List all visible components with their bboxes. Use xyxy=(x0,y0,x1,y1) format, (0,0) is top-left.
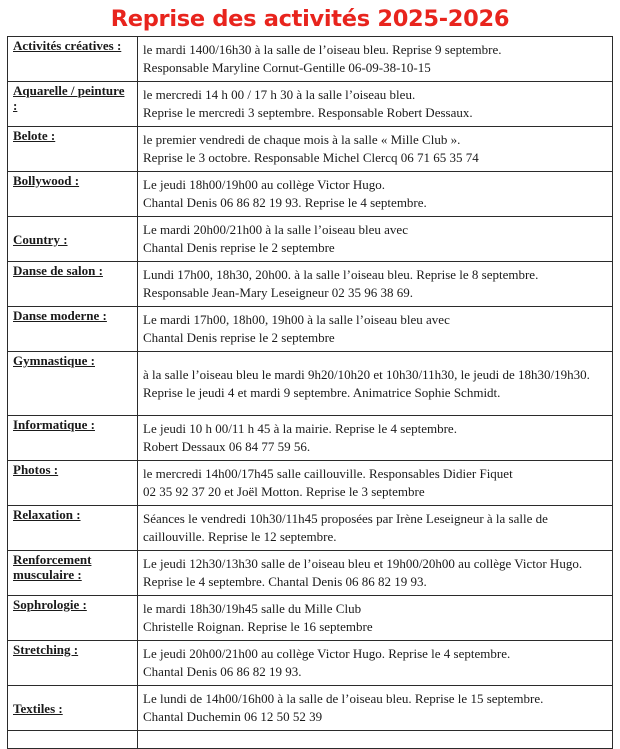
activity-details xyxy=(138,352,613,416)
table-row xyxy=(8,127,613,172)
details-line: le mercredi 14h00/17h45 salle caillouville. Responsables Didier Fiquet xyxy=(143,466,513,481)
table-row xyxy=(8,596,613,641)
activity-details xyxy=(138,506,613,551)
activity-details xyxy=(138,217,613,262)
details-line: Reprise le jeudi 4 et mardi 9 septembre. Animatrice Sophie Schmidt. xyxy=(143,384,501,400)
table-row xyxy=(8,731,613,749)
page-title: Reprise des activités 2025-2026 xyxy=(110,6,510,32)
details-line: Reprise le 3 octobre. Responsable Michel Clercq 06 71 65 35 74 xyxy=(143,150,479,165)
details-line: le mardi 1400/16h30 à la salle de l’oiseau bleu. Reprise 9 septembre. xyxy=(143,42,502,57)
table-row xyxy=(8,217,613,262)
table-row xyxy=(8,307,613,352)
activity-name: Textiles : xyxy=(8,686,138,731)
activity-details xyxy=(138,172,613,217)
activity-details xyxy=(138,37,613,82)
activity-details xyxy=(138,461,613,506)
details-line: Le jeudi 20h00/21h00 au collège Victor Hugo. Reprise le 4 septembre. xyxy=(143,646,511,661)
activity-name: Aquarelle / peinture : xyxy=(8,82,138,127)
activity-name: Sophrologie : xyxy=(8,596,138,641)
activities-table xyxy=(7,36,613,749)
details-line: Chantal Denis reprise le 2 septembre xyxy=(143,240,335,255)
details-line: Chantal Denis reprise le 2 septembre xyxy=(143,330,335,345)
activity-name: Relaxation : xyxy=(8,506,138,551)
table-row xyxy=(8,506,613,551)
details-line: Responsable Maryline Cornut-Gentille 06-09-38-10-15 xyxy=(143,60,431,75)
details-line: Le lundi de 14h00/16h00 à la salle de l’oiseau bleu. Reprise le 15 septembre. xyxy=(143,691,544,706)
details-line: le mardi 18h30/19h45 salle du Mille Club xyxy=(143,601,362,616)
details-line: Le jeudi 18h00/19h00 au collège Victor Hugo. xyxy=(143,177,385,192)
activity-details xyxy=(138,686,613,731)
table-row xyxy=(8,172,613,217)
activity-name: Informatique : xyxy=(8,416,138,461)
activity-name: Photos : xyxy=(8,461,138,506)
table-row xyxy=(8,686,613,731)
table-row xyxy=(8,352,613,416)
activity-name: Country : xyxy=(8,217,138,262)
details-line: Le jeudi 12h30/13h30 salle de l’oiseau bleu et 19h00/20h00 au collège Victor Hugo. Reprise le 4 septembre. Chantal Denis 06 86 82 19 93. xyxy=(143,556,583,589)
activity-details xyxy=(138,307,613,352)
activity-name xyxy=(8,731,138,749)
details-line: Le jeudi 10 h 00/11 h 45 à la mairie. Reprise le 4 septembre. xyxy=(143,421,457,436)
table-row xyxy=(8,37,613,82)
details-line: Séances le vendredi 10h30/11h45 proposées par Irène Leseigneur à la salle de caillouville. Reprise le 12 septembre. xyxy=(143,511,548,544)
activity-name: Activités créatives : xyxy=(8,37,138,82)
table-row xyxy=(8,551,613,596)
table-row xyxy=(8,461,613,506)
table-row xyxy=(8,262,613,307)
details-line: Chantal Denis 06 86 82 19 93. xyxy=(143,664,302,679)
table-row xyxy=(8,641,613,686)
activity-details xyxy=(138,416,613,461)
activity-name: Bollywood : xyxy=(8,172,138,217)
activity-details xyxy=(138,596,613,641)
details-line: Christelle Roignan. Reprise le 16 septembre xyxy=(143,619,373,634)
details-line: Le mardi 17h00, 18h00, 19h00 à la salle l’oiseau bleu avec xyxy=(143,312,450,327)
activity-name: Gymnastique : xyxy=(8,352,138,416)
details-line: à la salle l’oiseau bleu le mardi 9h20/10h20 et 10h30/11h30, le jeudi de 18h30/19h30. xyxy=(143,366,590,382)
table-row xyxy=(8,82,613,127)
activity-name: Renforcement musculaire : xyxy=(8,551,138,596)
activity-details xyxy=(138,551,613,596)
details-line: Robert Dessaux 06 84 77 59 56. xyxy=(143,439,311,454)
activity-details xyxy=(138,641,613,686)
activity-details xyxy=(138,262,613,307)
activity-name: Belote : xyxy=(8,127,138,172)
activity-name: Stretching : xyxy=(8,641,138,686)
details-line: Responsable Jean-Mary Leseigneur 02 35 96 38 69. xyxy=(143,285,414,300)
table-row xyxy=(8,416,613,461)
details-line: le mercredi 14 h 00 / 17 h 30 à la salle l’oiseau bleu. xyxy=(143,87,416,102)
details-line: Le mardi 20h00/21h00 à la salle l’oiseau bleu avec xyxy=(143,222,408,237)
details-line: Reprise le mercredi 3 septembre. Responsable Robert Dessaux. xyxy=(143,105,473,120)
details-line: Chantal Denis 06 86 82 19 93. Reprise le 4 septembre. xyxy=(143,195,427,210)
details-line: Chantal Duchemin 06 12 50 52 39 xyxy=(143,709,323,724)
details-line: Lundi 17h00, 18h30, 20h00. à la salle l’oiseau bleu. Reprise le 8 septembre. xyxy=(143,267,539,282)
details-line: le premier vendredi de chaque mois à la salle « Mille Club ». xyxy=(143,132,461,147)
activity-details xyxy=(138,127,613,172)
activity-name: Danse moderne : xyxy=(8,307,138,352)
activity-details xyxy=(138,82,613,127)
activity-name: Danse de salon : xyxy=(8,262,138,307)
activity-details xyxy=(138,731,613,749)
details-line: 02 35 92 37 20 et Joël Motton. Reprise le 3 septembre xyxy=(143,484,425,499)
